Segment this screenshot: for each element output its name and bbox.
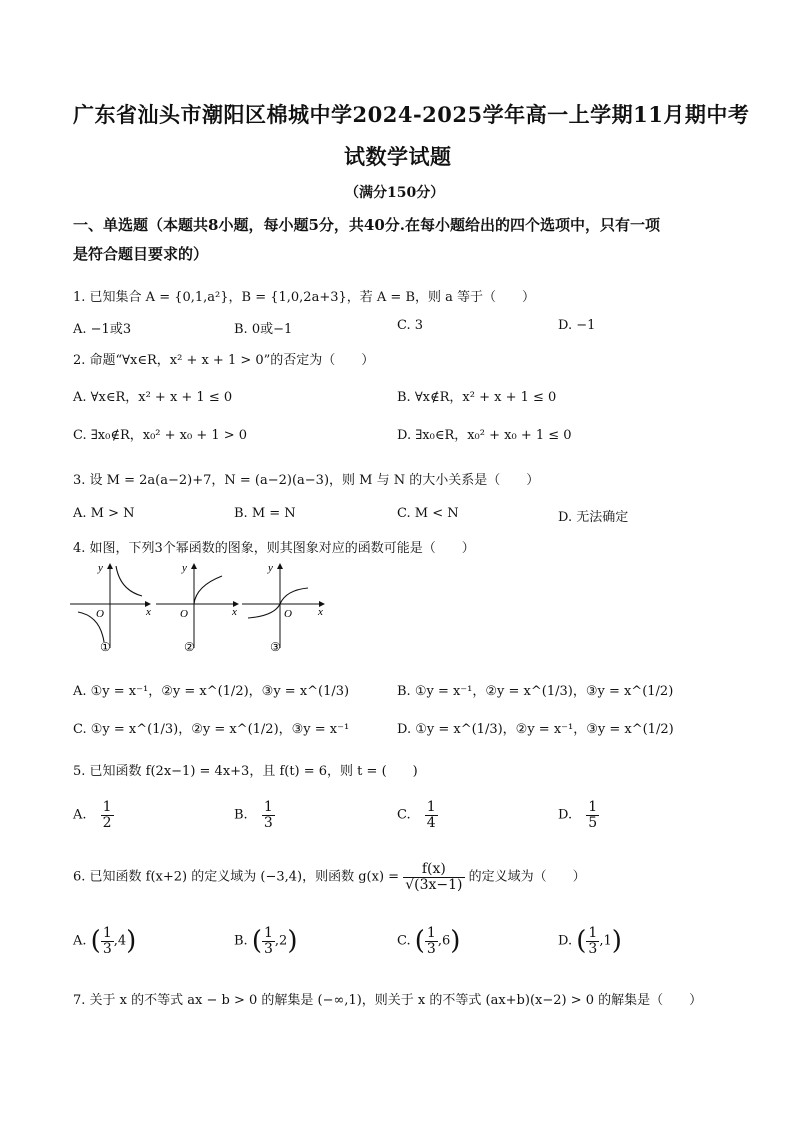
graph-3-label: ③ (270, 640, 281, 654)
q5-option-c-num: 1 (426, 799, 436, 815)
q6-option-c-tail: ,6 (437, 933, 451, 949)
graph-2-origin: O (180, 608, 188, 620)
q4-option-b: B. ①y = x⁻¹，②y = x^(1/3)，③y = x^(1/2) (397, 684, 674, 699)
graph-2-label: ② (184, 640, 195, 654)
q5-option-b-letter: B. (234, 807, 248, 823)
paper-title-line2: 试数学试题 (344, 144, 452, 169)
q2-option-c: C. ∃x₀∉R，x₀² + x₀ + 1 > 0 (73, 428, 248, 443)
question-3-stem: 3. 设 M = 2a(a−2)+7，N = (a−2)(a−3)，则 M 与 N 的大小关系是（ ） (73, 473, 540, 488)
q5-option-d-num: 1 (588, 799, 598, 815)
q3-option-b: B. M = N (234, 506, 296, 521)
question-2-stem: 2. 命题“∀x∈R，x² + x + 1 > 0”的否定为（ ） (73, 353, 375, 368)
graph-2-x-label: x (232, 606, 237, 618)
q5-option-c-den: 4 (426, 814, 436, 831)
question-4-stem: 4. 如图，下列3个幂函数的图象，则其图象对应的函数可能是（ ） (73, 541, 475, 556)
q6-option-d-den: 3 (588, 940, 598, 957)
q4-option-d: D. ①y = x^(1/3)，②y = x⁻¹，③y = x^(1/2) (397, 722, 674, 737)
q5-option-b-den: 3 (263, 814, 273, 831)
score-note: （满分150分） (345, 185, 445, 201)
graph-2-curve (194, 576, 222, 604)
q1-option-c: C. 3 (397, 318, 424, 333)
q6-option-d-num: 1 (588, 925, 598, 941)
q4-power-function-graphs (68, 558, 330, 656)
q2-option-a: A. ∀x∈R，x² + x + 1 ≤ 0 (73, 390, 233, 405)
q2-option-b: B. ∀x∉R，x² + x + 1 ≤ 0 (397, 390, 557, 405)
graph-2 (156, 562, 238, 654)
graph-3-x-label: x (318, 606, 323, 618)
q5-option-a (73, 800, 114, 830)
q1-option-b: B. 0或−1 (234, 322, 293, 337)
graph-1 (70, 562, 151, 654)
paper-title-line1: 广东省汕头市潮阳区棉城中学2024-2025学年高一上学期11月期中考 (73, 102, 750, 127)
q6-option-a-letter: A. (73, 933, 87, 949)
q6-option-b-letter: B. (234, 933, 248, 949)
graph-1-y-label: y (98, 562, 103, 574)
q4-option-c: C. ①y = x^(1/3)，②y = x^(1/2)，③y = x⁻¹ (73, 722, 350, 737)
q6-stem-b: 的定义域为（ ） (468, 869, 586, 885)
q5-option-d-den: 5 (588, 814, 598, 831)
q1-option-d: D. −1 (558, 318, 596, 333)
q6-option-a-den: 3 (102, 940, 112, 957)
q3-option-a: A. M > N (73, 506, 135, 521)
q6-stem-den: √(3x−1) (405, 876, 463, 893)
q6-option-d-tail: ,1 (599, 933, 612, 949)
section-heading-line2: 是符合题目要求的） (73, 245, 209, 263)
graph-3-y-label: y (268, 562, 273, 574)
q6-option-a-tail: ,4 (113, 933, 127, 949)
q6-option-b: B. ( $\frac{1}{3}$ ,2) (234, 925, 298, 957)
q6-option-d-letter: D. (558, 933, 573, 949)
q5-option-c (397, 800, 438, 830)
question-1-stem: 1. 已知集合 A = {0,1,a²}，B = {1,0,2a+3}，若 A = B，则 a 等于（ ） (73, 290, 536, 305)
q6-option-a-num: 1 (102, 925, 112, 941)
question-6-stem (73, 862, 586, 892)
graph-1-curve-right (116, 566, 142, 596)
question-7-stem: 7. 关于 x 的不等式 ax − b > 0 的解集是 (−∞,1)，则关于 x 的不等式 (ax+b)(x−2) > 0 的解集是（ ） (73, 993, 703, 1008)
q6-option-c: C. ( $\frac{1}{3}$ ,6) (397, 925, 461, 957)
q6-stem-num: f(x) (403, 862, 464, 878)
q6-option-c-letter: C. (397, 933, 411, 949)
q5-option-b-num: 1 (263, 799, 273, 815)
q5-option-b (234, 800, 275, 830)
q2-option-d: D. ∃x₀∈R，x₀² + x₀ + 1 ≤ 0 (397, 428, 572, 443)
q5-option-a-den: 2 (102, 814, 112, 831)
q5-option-a-num: 1 (102, 799, 112, 815)
q6-option-b-num: 1 (263, 925, 273, 941)
graph-1-label: ① (100, 640, 111, 654)
question-5-stem: 5. 已知函数 f(2x−1) = 4x+3，且 f(t) = 6，则 t = ( ) (73, 764, 418, 779)
q6-option-b-den: 3 (263, 940, 273, 957)
q6-option-b-tail: ,2 (274, 933, 288, 949)
q6-stem-a: 6. 已知函数 f(x+2) 的定义域为 (−3,4)，则函数 g(x) = (73, 869, 400, 885)
q4-option-a: A. ①y = x⁻¹，②y = x^(1/2)，③y = x^(1/3) (73, 684, 350, 699)
q3-option-c: C. M < N (397, 506, 459, 521)
q6-option-c-den: 3 (426, 940, 436, 957)
q6-option-c-num: 1 (426, 925, 436, 941)
section-heading-line1: 一、单选题（本题共8小题，每小题5分，共40分.在每小题给出的四个选项中，只有一项 (73, 216, 660, 234)
q5-option-a-letter: A. (73, 807, 87, 823)
graph-1-origin: O (96, 608, 104, 620)
q5-option-d-letter: D. (558, 807, 573, 823)
graph-2-y-label: y (182, 562, 187, 574)
graph-3-curve (248, 588, 308, 618)
graph-1-x-label: x (146, 606, 151, 618)
q6-option-a: A. ( $\frac{1}{3}$ ,4) (73, 925, 137, 957)
graph-3 (242, 562, 324, 654)
q5-option-c-letter: C. (397, 807, 411, 823)
q3-option-d: D. 无法确定 (558, 510, 629, 525)
q1-option-a: A. −1或3 (73, 322, 132, 337)
q5-option-d (558, 800, 599, 830)
graph-3-origin: O (284, 608, 292, 620)
q6-option-d: D. ( $\frac{1}{3}$ ,1) (558, 925, 622, 957)
